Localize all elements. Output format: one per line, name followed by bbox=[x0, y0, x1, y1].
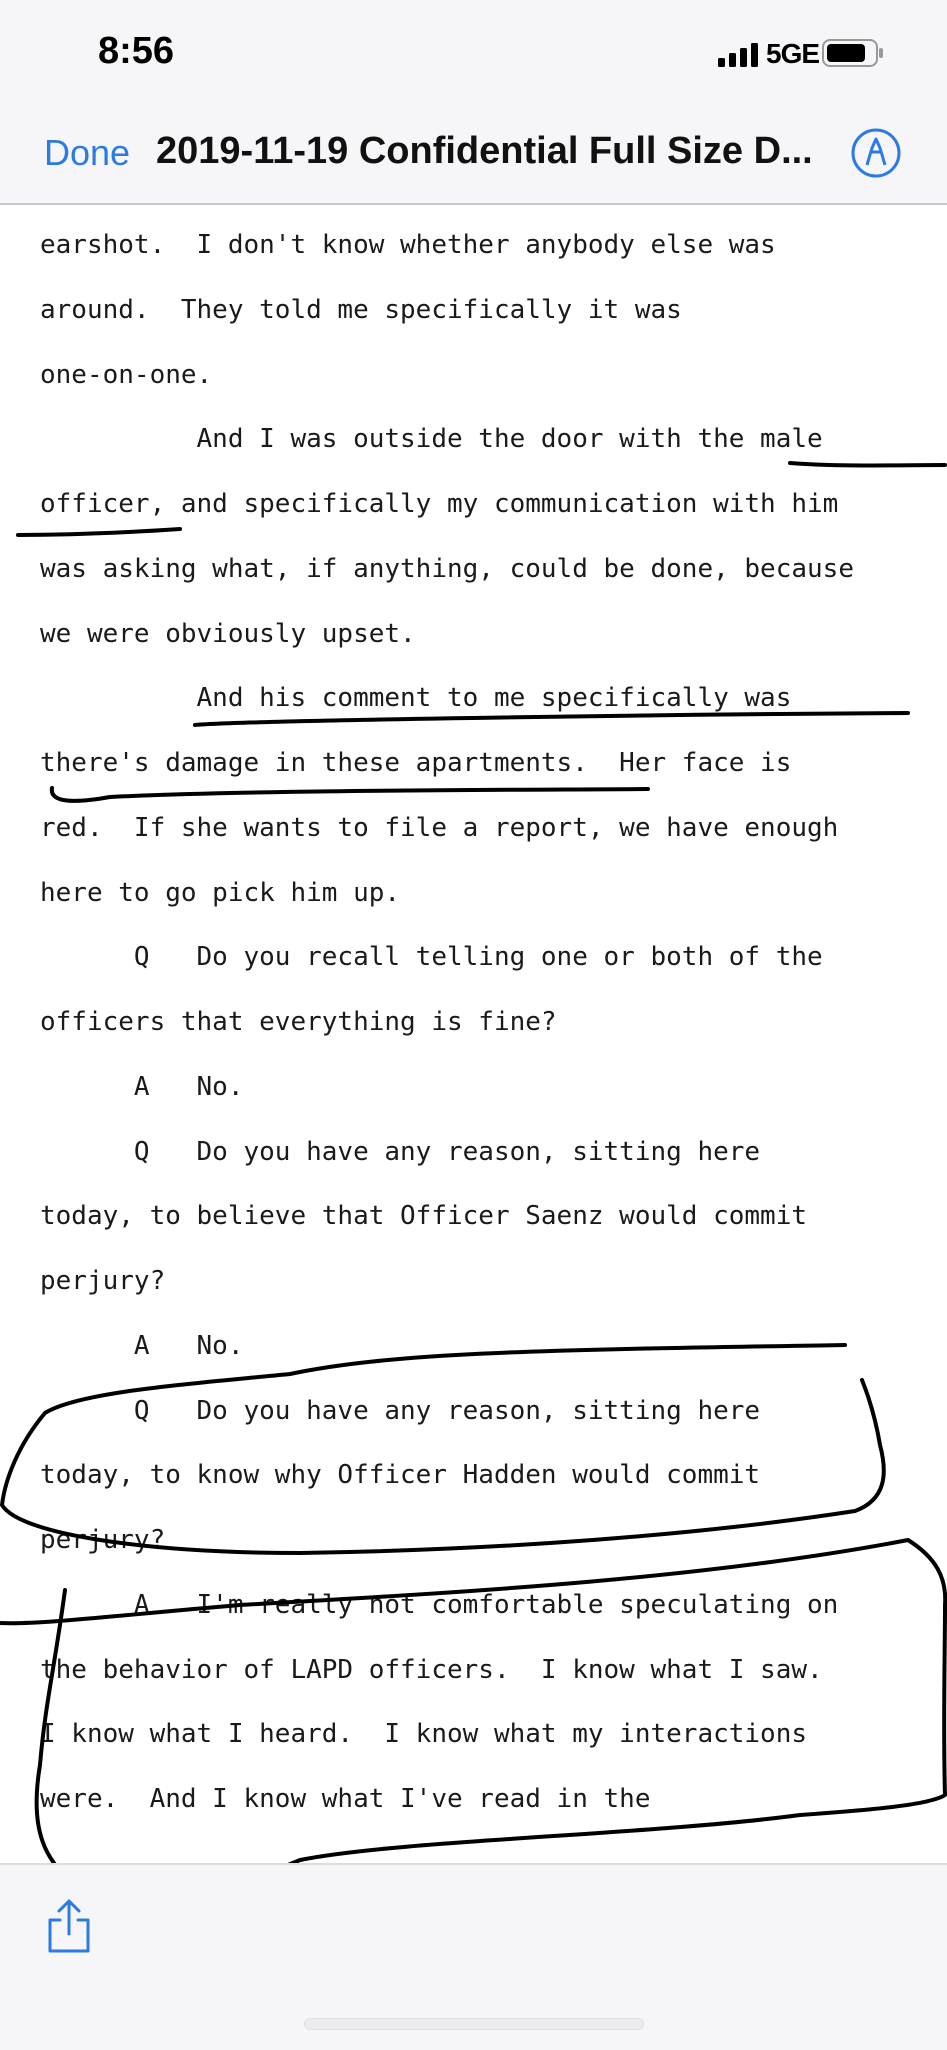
markup-pen-icon[interactable] bbox=[850, 127, 902, 179]
document-line: here to go pick him up. bbox=[40, 878, 401, 908]
battery-icon bbox=[822, 38, 884, 68]
document-line: one-on-one. bbox=[40, 360, 213, 390]
status-bar bbox=[0, 0, 947, 105]
ink-underline bbox=[18, 529, 180, 535]
document-line: officer, and specifically my communication with him bbox=[40, 489, 839, 519]
document-line: A No. bbox=[40, 1331, 244, 1361]
document-page bbox=[0, 205, 947, 1863]
document-line: And his comment to me specifically was bbox=[40, 683, 792, 713]
document-line: Q Do you have any reason, sitting here bbox=[40, 1396, 761, 1426]
document-line: I know what I heard. I know what my interactions bbox=[40, 1719, 808, 1749]
ink-underline bbox=[790, 463, 945, 466]
navigation-bar bbox=[0, 105, 947, 205]
document-line: around. They told me specifically it was bbox=[40, 295, 682, 325]
document-line: today, to believe that Officer Saenz would commit bbox=[40, 1201, 808, 1231]
document-line: perjury? bbox=[40, 1266, 166, 1296]
document-line: And I was outside the door with the male bbox=[40, 424, 823, 454]
home-indicator[interactable] bbox=[304, 2018, 644, 2030]
share-icon[interactable] bbox=[46, 1898, 92, 1954]
document-line: officers that everything is fine? bbox=[40, 1007, 557, 1037]
document-line: the behavior of LAPD officers. I know what I saw. bbox=[40, 1655, 823, 1685]
document-line: today, to know why Officer Hadden would commit bbox=[40, 1460, 761, 1490]
status-time: 8:56 bbox=[98, 30, 175, 72]
ink-loop bbox=[2, 1345, 884, 1553]
network-type: 5GE bbox=[766, 38, 820, 69]
document-line: A I'm really not comfortable speculating on bbox=[40, 1590, 839, 1620]
document-line: red. If she wants to file a report, we have enough bbox=[40, 813, 839, 843]
document-title: 2019-11-19 Confidential Full Size D... bbox=[156, 130, 813, 172]
ink-underline bbox=[195, 713, 908, 725]
document-line: were. And I know what I've read in the bbox=[40, 1784, 651, 1814]
document-line: we were obviously upset. bbox=[40, 619, 416, 649]
document-line: perjury? bbox=[40, 1525, 166, 1555]
document-line: there's damage in these apartments. Her face is bbox=[40, 748, 792, 778]
document-line: A No. bbox=[40, 1072, 244, 1102]
document-line: Q Do you have any reason, sitting here bbox=[40, 1137, 761, 1167]
signal-bars-icon bbox=[718, 43, 760, 67]
ink-loop bbox=[0, 1540, 945, 1863]
document-line: earshot. I don't know whether anybody else was bbox=[40, 230, 776, 260]
done-button[interactable]: Done bbox=[44, 132, 131, 173]
document-line: was asking what, if anything, could be done, because bbox=[40, 554, 854, 584]
document-line: Q Do you recall telling one or both of the bbox=[40, 942, 823, 972]
ink-underline bbox=[52, 788, 648, 801]
bottom-toolbar bbox=[0, 1863, 947, 2050]
